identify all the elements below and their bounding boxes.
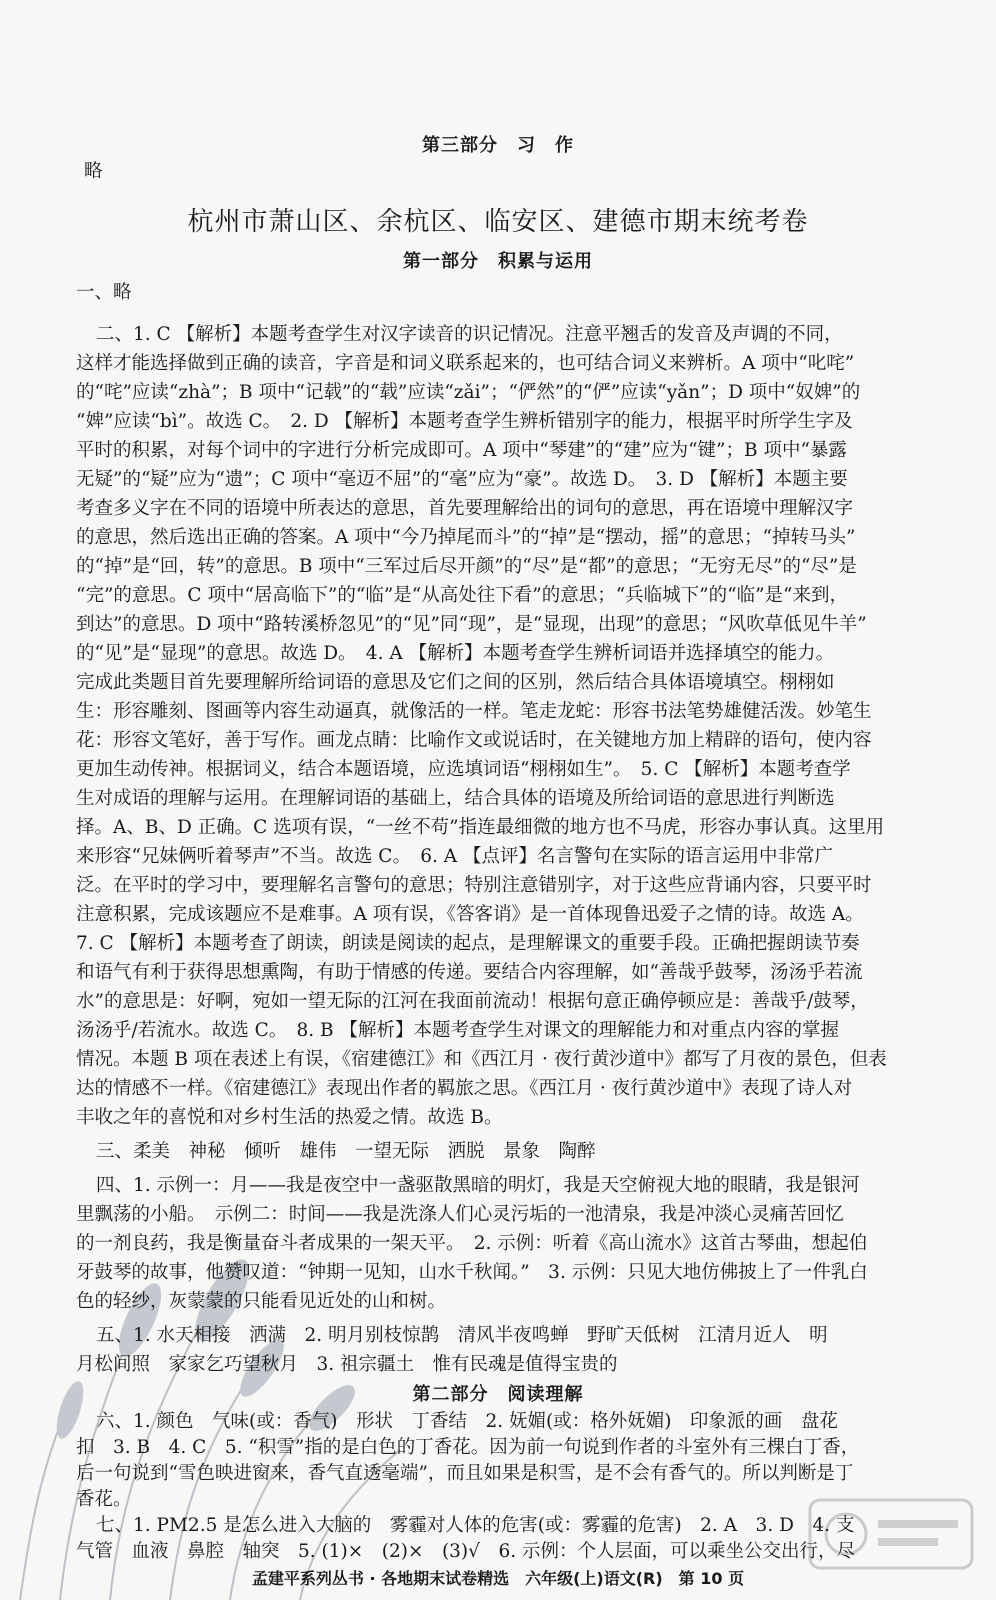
answer-line: 牙鼓琴的故事，他赞叹道：“钟期一见知，山水千秋闻。” 3. 示例：只见大地仿佛披上了一件乳白: [76, 1262, 868, 1283]
answer-line: 无疑”的“疑”应为“遗”；C 项中“毫迈不屈”的“毫”应为“豪”。故选 D。 3. D 【解析】本题主要: [76, 469, 848, 490]
part2-heading: 第二部分 阅读理解: [412, 1384, 584, 1405]
answer-line: 花：形容文笔好，善于写作。画龙点睛：比喻作文或说话时，在关键地方加上精辟的语句，使内容: [76, 730, 872, 751]
answer-line: 里飘荡的小船。 示例二：时间——我是洗涤人们心灵污垢的一池清泉，我是冲淡心灵痛苦回忆: [76, 1204, 844, 1225]
answer-line: 来形容“兄妹俩听着琴声”不当。故选 C。 6. A 【点评】名言警句在实际的语言运用中非常广: [76, 846, 833, 867]
answer-line: 完成此类题目首先要理解所给词语的意思及它们之间的区别，然后结合具体语境填空。栩栩如: [76, 672, 835, 693]
answer-line: 汤汤乎/若流水。故选 C。 8. B 【解析】本题考查学生对课文的理解能力和对重点内容的掌握: [76, 1020, 840, 1041]
answer-line: 和语气有利于获得思想熏陶，有助于情感的传递。要结合内容理解，如“善哉乎鼓琴，汤汤乎若流: [76, 962, 863, 983]
answer-line: 丰收之年的喜悦和对乡村生活的热爱之情。故选 B。: [76, 1107, 503, 1128]
answer-line: 六、1. 颜色 气味(或：香气) 形状 丁香结 2. 妩媚(或：格外妩媚) 印象派的画 盘花: [96, 1411, 838, 1432]
answer-line: 的“掉”是“回，转”的意思。B 项中“三军过后尽开颜”的“尽”是“都”的意思；“无穷无尽”的“尽”是: [76, 556, 857, 577]
answer-line: 情况。本题 B 项在表述上有误，《宿建德江》和《西江月 · 夜行黄沙道中》都写了月夜的景色，但表: [76, 1049, 887, 1070]
answer-line: 的“咤”应读“zhà”；B 项中“记载”的“载”应读“zǎi”；“俨然”的“俨”应读“yǎn”；D 项中“奴婢”的: [76, 382, 861, 403]
answer-line: 四、1. 示例一：月——我是夜空中一盏驱散黑暗的明灯，我是天空俯视大地的眼睛，我是银河: [96, 1175, 860, 1196]
answer-line: 到达”的意思。D 项中“路转溪桥忽见”的“见”同“现”，是“显现，出现”的意思；“风吹草低见牛羊”: [76, 614, 867, 635]
answer-line: 的“见”是“显现”的意思。故选 D。 4. A 【解析】本题考查学生辨析词语并选择填空的能力。: [76, 643, 835, 664]
part1-heading: 第一部分 积累与运用: [403, 251, 593, 272]
answer-line: “婢”应读“bì”。故选 C。 2. D 【解析】本题考查学生辨析错别字的能力，根据平时所学生字及: [76, 411, 853, 432]
answer-line: 七、1. PM2.5 是怎么进入大脑的 雾霾对人体的危害(或：雾霾的危害) 2. A 3. D 4. 支: [96, 1515, 855, 1536]
answer-line: 气管 血液 鼻腔 轴突 5. (1)× (2)× (3)√ 6. 示例：个人层面，可以乘坐公交出行，尽: [76, 1541, 855, 1562]
answer-line: “完”的意思。C 项中“居高临下”的“临”是“从高处往下看”的意思；“兵临城下”的“临”是“来到，: [76, 585, 848, 606]
answer-line: 择。A、B、D 正确。C 选项有误，“一丝不苟”指连最细微的地方也不马虎，形容办事认真。这里用: [76, 817, 885, 838]
answer-line: 更加生动传神。根据词义，结合本题语境，应选填词语“栩栩如生”。 5. C 【解析】本题考查学: [76, 759, 851, 780]
exam-title: 杭州市萧山区、余杭区、临安区、建德市期末统考卷: [187, 207, 809, 237]
answer-line: 7. C 【解析】本题考查了朗读，朗读是阅读的起点，是理解课文的重要手段。正确把握朗读节奏: [76, 933, 860, 954]
answer-line: 香花。: [76, 1489, 132, 1510]
answer-line: 生：形容雕刻、图画等内容生动逼真，就像活的一样。笔走龙蛇：形容书法笔势雄健活泼。妙笔生: [76, 701, 872, 722]
answer-line: 泛。在平时的学习中，要理解名言警句的意思；特别注意错别字，对于这些应背诵内容，只要平时: [76, 875, 872, 896]
writing-omitted: 略: [84, 161, 103, 182]
answer-line: 注意积累，完成该题应不是难事。A 项有误，《答客诮》是一首体现鲁迅爱子之情的诗。故选 A。: [76, 904, 864, 925]
answer-line: 后一句说到“雪色映进窗来，香气直透毫端”，而且如果是积雪，是不会有香气的。所以判断是丁: [76, 1463, 854, 1484]
answer-line: 二、1. C 【解析】本题考查学生对汉字读音的识记情况。注意平翘舌的发音及声调的不同，: [96, 324, 843, 345]
answer-line: 色的轻纱，灰蒙蒙的只能看见近处的山和树。: [76, 1291, 447, 1312]
answer-line: 五、1. 水天相接 洒满 2. 明月别枝惊鹊 清风半夜鸣蝉 野旷天低树 江清月近人 明: [96, 1325, 828, 1346]
answer-line: 月松间照 家家乞巧望秋月 3. 祖宗疆土 惟有民魂是值得宝贵的: [76, 1354, 618, 1375]
answer-line: 达的情感不一样。《宿建德江》表现出作者的羁旅之思。《西江月 · 夜行黄沙道中》表现了诗人对: [76, 1078, 853, 1099]
answer-line: 一、略: [76, 282, 132, 303]
answer-line: 三、柔美 神秘 倾听 雄伟 一望无际 洒脱 景象 陶醉: [96, 1141, 596, 1162]
page-footer: 孟建平系列丛书 · 各地期末试卷精选 六年级(上)语文(R) 第 10 页: [251, 1569, 745, 1588]
answer-line: 考查多义字在不同的语境中所表达的意思，首先要理解给出的词句的意思，再在语境中理解汉字: [76, 498, 854, 519]
answer-line: 扣 3. B 4. C 5. “积雪”指的是白色的丁香花。因为前一句说到作者的斗室外有三棵白丁香，: [76, 1437, 860, 1458]
section-writing-heading: 第三部分 习 作: [422, 135, 574, 156]
answer-line: 水”的意思是：好啊，宛如一望无际的江河在我面前流动！根据句意正确停顿应是：善哉乎/鼓琴，: [76, 991, 869, 1012]
answer-line: 的一剂良药，我是衡量奋斗者成果的一架天平。 2. 示例：听着《高山流水》这首古琴曲，想起伯: [76, 1233, 868, 1254]
answer-line: 这样才能选择做到正确的读音，字音是和词义联系起来的，也可结合词义来辨析。A 项中“叱咤”: [76, 353, 855, 374]
answer-line: 的意思，然后选出正确的答案。A 项中“今乃掉尾而斗”的“掉”是“摆动，摇”的意思；“掉转马头”: [76, 527, 856, 548]
answer-line: 生对成语的理解与运用。在理解词语的基础上，结合具体的语境及所给词语的意思进行判断选: [76, 788, 835, 809]
answer-line: 平时的积累，对每个词中的字进行分析完成即可。A 项中“琴建”的“建”应为“键”；B 项中“暴露: [76, 440, 847, 461]
